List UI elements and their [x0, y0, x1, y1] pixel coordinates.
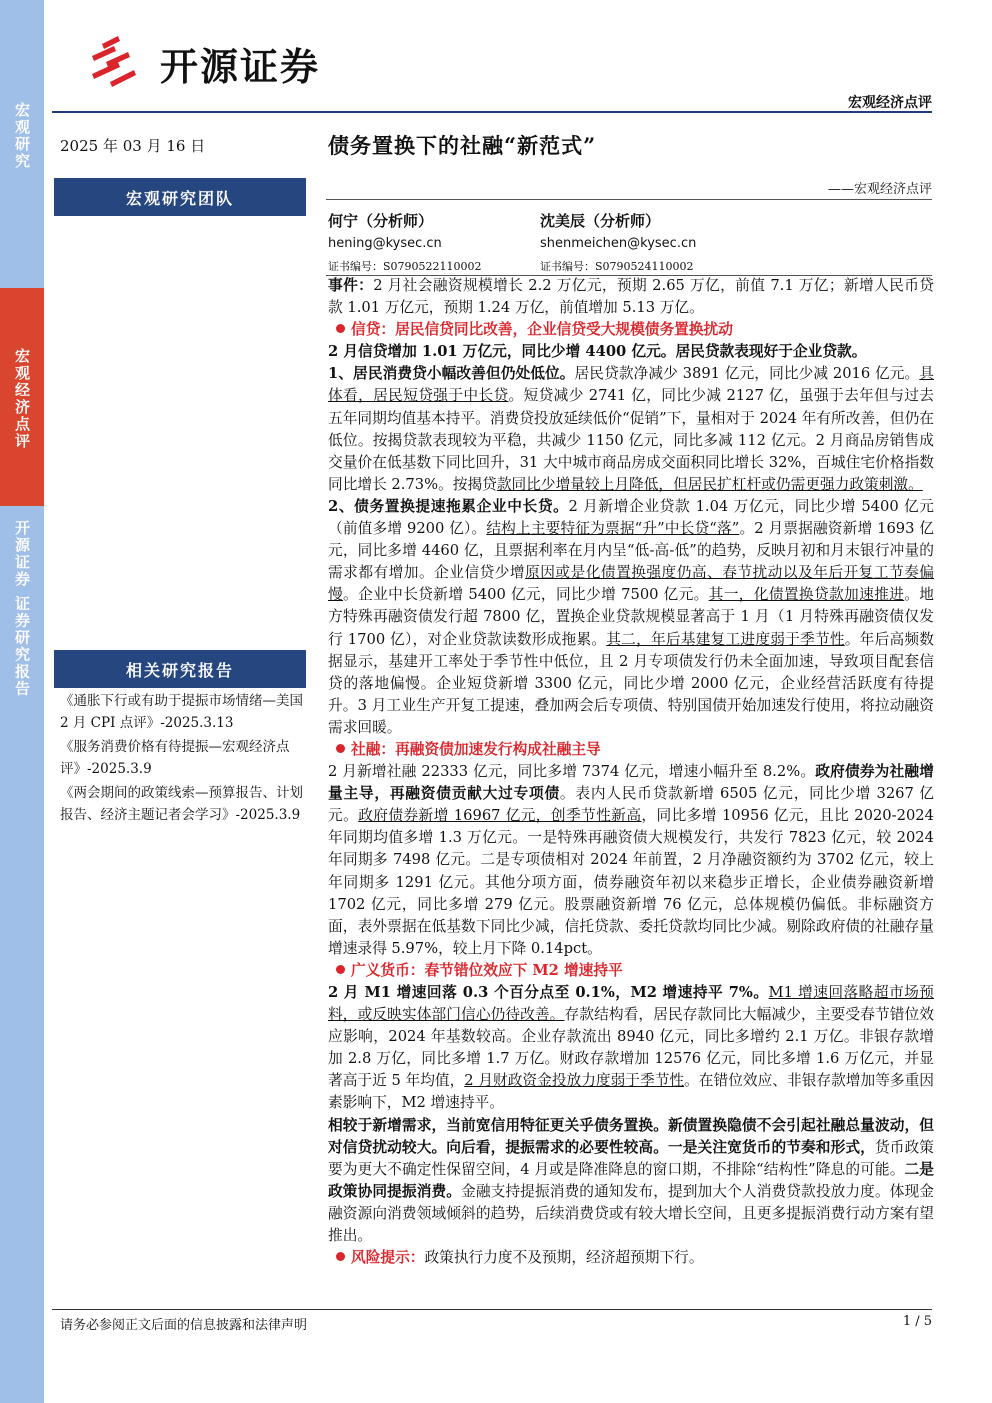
underlined-text: 2 月财政资金投放力度弱于季节性 — [464, 1072, 685, 1090]
footer-disclaimer: 请务必参阅正文后面的信息披露和法律声明 — [60, 1318, 308, 1333]
paragraph-text: 。表内人民币贷款新增 6505 亿元，同比少增 3267 亿元。 — [328, 785, 934, 825]
side-label-macro-research — [0, 88, 44, 288]
analyst-email[interactable]: shenmeichen@kysec.cn — [540, 236, 697, 251]
paragraph-text: ，同比多增 10956 亿元，且比 2020-2024 年同期均值多增 1.3 万亿元。一是特殊再融资债大规模发行，共发行 7823 亿元，较 2024 年同期多 7498 亿元。二是专项债相对 2024 年前置，2 月净融资额约为 3702 亿元，较上年同期多 1291 亿元。其他分项方面，债券融资年初以来稳步正增长，企业债券融资新增 1702 亿元，同比多增 279 亿元。股票融资新增 76 亿元，总体规模仍偏低。非标融资方面，表外票据在低基数下同比少减，信托贷款、委托贷款均同比少减。剔除政府债的社融存量增速录得 5.97%，较上月下降 0.14pct。 — [328, 807, 934, 957]
related-report-link[interactable]: 《两会期间的政策线索—预算报告、计划报告、经济主题记者会学习》-2025.3.9 — [60, 785, 303, 823]
page-subtitle: ——宏观经济点评 — [827, 182, 932, 197]
paragraph-text: 。在错位效应、非银存款增加等多重因素影响下，M2 增速持平。 — [328, 1072, 934, 1112]
header-divider — [52, 111, 932, 113]
section-heading-text: 广义货币：春节错位效应下 M2 增速持平 — [351, 961, 623, 979]
money-paragraph — [328, 982, 934, 1115]
bullet-icon — [336, 324, 345, 333]
section-heading-credit — [328, 319, 934, 341]
risk-paragraph — [328, 1247, 934, 1269]
analyst-name: 何宁（分析师） — [328, 212, 434, 230]
related-report-link[interactable]: 《服务消费价格有待提振—宏观经济点评》-2025.3.9 — [60, 739, 290, 777]
analyst-cert: 证书编号：S0790522110002 — [328, 260, 482, 273]
side-label-text: 宏观研究 — [13, 102, 31, 170]
paragraph-text: 2 月新增社融 22333 亿元，同比多增 7374 亿元，增速小幅升至 8.2%。 — [328, 763, 816, 781]
analyst-email[interactable]: hening@kysec.cn — [328, 236, 442, 251]
event-label: 事件： — [328, 277, 374, 294]
event-paragraph — [328, 275, 934, 319]
section-heading-tsf — [328, 739, 934, 761]
paragraph-lead: 1、居民消费贷小幅改善但仍处低位。 — [328, 365, 575, 383]
related-reports-header: 相关研究报告 — [54, 650, 306, 688]
paragraph-text: 。2 月票据融资新增 1693 亿元，同比多增 4460 亿，且票据利率在月内呈“低-高-低”的趋势，反映月初和月末银行冲量的需求都有增加。企业信贷少增 — [328, 520, 934, 582]
bullet-icon — [336, 965, 345, 974]
paragraph-text: 存款结构看，居民存款同比大幅减少，主要受春节错位效应影响，2024 年基数较高。企业存款流出 8940 亿元，同比多增约 2.1 万亿。非银存款增加 2.8 万亿，同比多增 1.7 万亿。财政存款增加 12576 亿元，同比多增 1.6 万亿元，并显著高于近 5 年均值， — [328, 1006, 934, 1090]
paragraph-text: 货币政策要为更大不确定性保留空间，4 月或是降准降息的窗口期，不排除“结构性”降息的可能。 — [328, 1138, 934, 1178]
bold-text: 相较于新增需求，当前宽信用特征更关乎债务置换。新债置换隐债不会引起社融总量波动，但对信贷扰动较大。向后看，提振需求的必要性较高。一是关注宽货币的节奏和形式， — [328, 1116, 934, 1156]
underlined-text: 具体看，居民短贷强于中长贷 — [328, 365, 934, 405]
paragraph-text: 。短贷减少 2741 亿，同比少减 2127 亿，虽强于去年但与过去五年同期均值基本持平。消费贷投放延续低价“促销”下，量相对于 2024 年有所改善，但仍在低位。按揭贷款表现较为平稳，共减少 1150 亿元，同比多减 112 亿元。2 月商品房销售成交量价在低基数下同比回升，31 大中城市商品房成交面积同比增长 32%，百城住宅价格指数同比增长 2.73%。按揭贷 — [328, 387, 934, 493]
underlined-text: M1 增速回落略超市场预料，或反映实体部门信心仍待改善。 — [328, 984, 934, 1024]
brand-name: 开源证券 — [160, 45, 321, 89]
paragraph-text: 。地方特殊再融资债发行超 7800 亿，置换企业贷款规模显著高于 1 月（1 月特殊再融资债仅发行 1700 亿），对企业贷款读数形成拖累。 — [328, 586, 934, 648]
related-reports-list — [60, 690, 310, 828]
analyst-cert: 证书编号：S0790524110002 — [540, 260, 694, 273]
underlined-text: 款同比少增量较上月降低，但居民扩杠杆或仍需更强力政策刺激。 — [496, 475, 923, 493]
corporate-paragraph — [328, 496, 934, 739]
kysec-logo-icon — [88, 30, 148, 90]
side-label-text: 宏观经济点评 — [13, 348, 31, 450]
subtitle-divider — [326, 199, 932, 200]
underlined-text: 其一，化债置换贷款加速推进 — [708, 586, 905, 604]
event-text: 2 月社会融资规模增长 2.2 万亿元，预期 2.65 万亿，前值 7.1 万亿；新增人民币贷款 1.01 万亿元，预期 1.24 万亿，前值增加 5.13 万亿。 — [328, 277, 934, 317]
bullet-icon — [336, 1252, 345, 1261]
credit-lead: 2 月信贷增加 1.01 万亿元，同比少增 4400 亿元。居民贷款表现好于企业贷款。 — [328, 343, 867, 361]
analyst-name: 沈美辰（分析师） — [540, 212, 661, 230]
team-header: 宏观研究团队 — [54, 178, 306, 216]
page-number: 1 / 5 — [902, 1314, 932, 1329]
underlined-text: 原因或是化债置换强度仍高、春节扰动以及年后开复工节奏偏慢 — [328, 564, 934, 604]
risk-text: 政策执行力度不及预期，经济超预期下行。 — [424, 1249, 704, 1267]
bullet-icon — [336, 744, 345, 753]
side-label-kysec-report — [0, 506, 44, 1403]
report-type-tag: 宏观经济点评 — [848, 95, 932, 111]
paragraph-text: 。企业中长贷新增 5400 亿元，同比少增 7500 亿元。 — [343, 586, 709, 604]
paragraph-text: 。年后高频数据显示，基建开工率处于季节性中低位，且 2 月专项债发行仍未全面加速，导致项目配套信贷的落地偏慢。企业短贷新增 3300 亿元，同比少增 2000 亿元，企业经营活跃度有待提升。3 月工业生产开复工提速，叠加两会后专项债、特别国债开始加速发行使用，将拉动融资需求回暖。 — [328, 630, 934, 736]
related-report-link[interactable]: 《通胀下行或有助于提振市场情绪—美国 2 月 CPI 点评》-2025.3.13 — [60, 693, 303, 731]
household-paragraph — [328, 363, 934, 496]
bold-text: 政府债券为社融增量主导，再融资债贡献大过专项债 — [328, 763, 934, 803]
risk-label: 风险提示： — [351, 1249, 425, 1267]
paragraph-lead: 2、债务置换提速拖累企业中长贷。 — [328, 497, 569, 515]
section-heading-text: 社融：再融资债加速发行构成社融主导 — [351, 740, 601, 758]
bold-text: 2 月 M1 增速回落 0.3 个百分点至 0.1%，M2 增速持平 7%。 — [328, 984, 769, 1001]
report-body — [328, 275, 934, 1269]
side-label-text: 开源证券 证券研究报告 — [13, 520, 31, 698]
side-label-macro-review — [0, 288, 44, 506]
tsf-paragraph — [328, 761, 934, 960]
bold-text: 二是政策协同提振消费。 — [328, 1160, 934, 1200]
underlined-text: 结构上主要特征为票据“升”中长贷“落” — [486, 520, 740, 538]
page-title: 债务置换下的社融“新范式” — [328, 133, 597, 158]
footer-divider — [52, 1309, 932, 1310]
section-heading-money — [328, 960, 934, 982]
report-date: 2025 年 03 月 16 日 — [60, 137, 206, 155]
paragraph-text: 居民贷款净减少 3891 亿元，同比少减 2016 亿元。 — [574, 365, 920, 383]
underlined-text: 其二，年后基建复工进度弱于季节性 — [606, 630, 845, 648]
underlined-text: 政府债券新增 16967 亿元，创季节性新高 — [358, 807, 642, 825]
outlook-paragraph — [328, 1115, 934, 1248]
paragraph-text: 金融支持提振消费的通知发布，提到加大个人消费贷款投放力度。体现金融资源向消费领域倾斜的趋势，后续消费贷或有较大增长空间，且更多提振消费行动方案有望推出。 — [328, 1182, 934, 1245]
section-heading-text: 信贷：居民信贷同比改善，企业信贷受大规模债务置换扰动 — [351, 321, 733, 339]
paragraph-text: 2 月新增企业贷款 1.04 万亿元，同比少增 5400 亿元（前值多增 9200 亿）。 — [328, 497, 934, 538]
